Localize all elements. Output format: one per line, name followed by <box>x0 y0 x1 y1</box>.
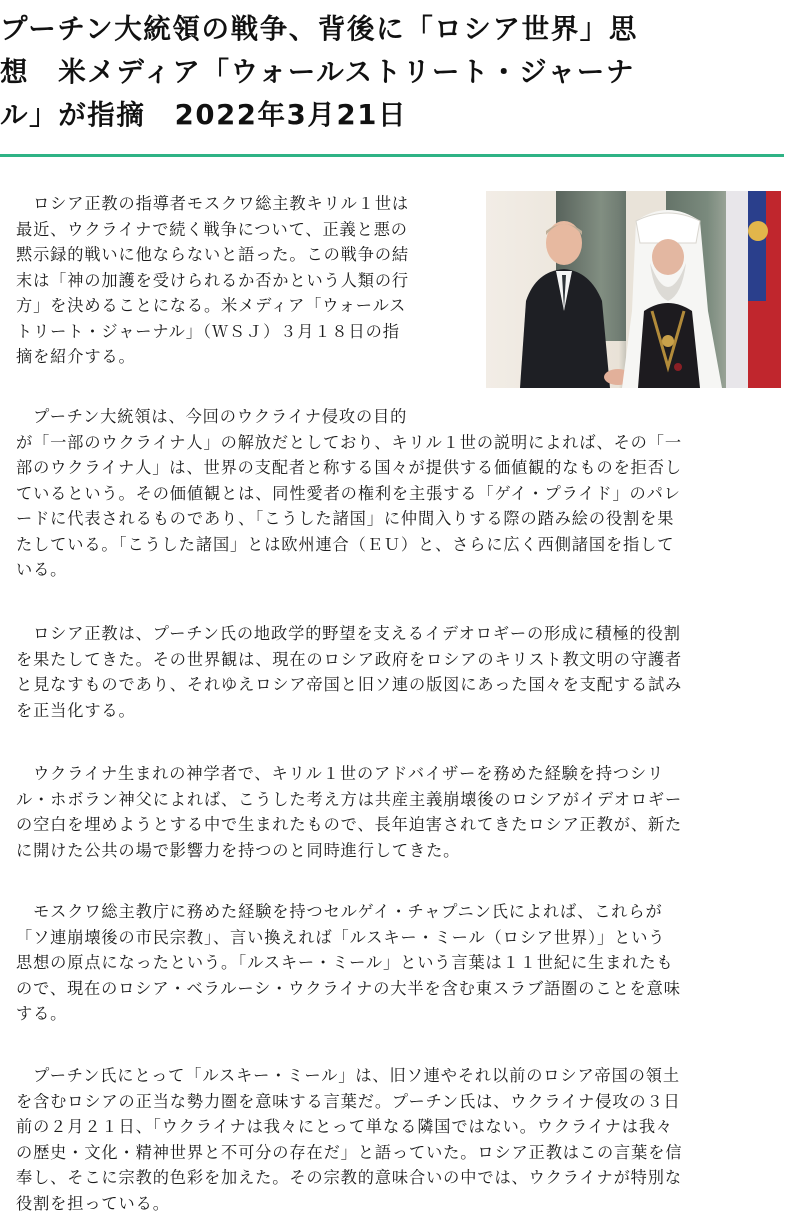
paragraph-1: ロシア正教の指導者モスクワ総主教キリル１世は 最近、ウクライナで続く戦争について、正義と悪の 黙示録的戦いに他ならないと語った。この戦争の結 末は「神の加護を受けられるか否かという人類の行 方」を決めることになる。米メディア「ウォールス トリート・ジャーナル」（ＷＳＪ）３月１８日の指 摘を紹介する。 <box>16 194 410 366</box>
paragraph-5: モスクワ総主教庁に務めた経験を持つセルゲイ・チャプニン氏によれば、これらが 「ソ連崩壊後の市民宗教」、言い換えれば「ルスキー・ミール（ロシア世界）」という 思想の原点になったという。「ルスキー・ミール」という言葉は１１世紀に生まれたも ので、現在のロシア・ベラルーシ・ウクライナの大半を含む東スラブ語圏のことを意味 する。 <box>16 902 681 1023</box>
paragraph-4: ウクライナ生まれの神学者で、キリル１世のアドバイザーを務めた経験を持つシリ ル・ホボラン神父によれば、こうした考え方は共産主義崩壊後のロシアがイデオロギー の空白を埋めようとする中で生まれたもので、長年迫害されてきたロシア正教が、新た に開けた公共の場で影響力を持つのと同時進行してきた。 <box>16 764 683 860</box>
headline-divider <box>0 154 784 157</box>
paragraph-3: ロシア正教は、プーチン氏の地政学的野望を支えるイデオロギーの形成に積極的役割 を果たしてきた。その世界観は、現在のロシア政府をロシアのキリスト教文明の守護者 と見なすものであり、それゆえロシア帝国と旧ソ連の版図にあった国々を支配する試み を正当化する。 <box>16 624 683 720</box>
paragraph-6: プーチン氏にとって「ルスキー・ミール」は、旧ソ連やそれ以前のロシア帝国の領土 を含むロシアの正当な勢力圏を意味する言葉だ。プーチン氏は、ウクライナ侵攻の３日 前の２月２１日、「ウクライナは我々にとって単なる隣国ではない。ウクライナは我々 の歴史・文化・精神世界と不可分の存在だ」と語っていた。ロシア正教はこの言葉を信 奉し、そこに宗教的色彩を加えた。その宗教的意味合いの中では、ウクライナが特別な 役割を担っている。 <box>16 1066 683 1213</box>
article-photo <box>486 191 781 388</box>
paragraph-2: プーチン大統領は、今回のウクライナ侵攻の目的 が「一部のウクライナ人」の解放だとしており、キリル１世の説明によれば、その「一 部のウクライナ人」は、世界の支配者と称する国々が提供する価値観的なものを拒否し ているという。その価値観とは、同性愛者の権利を主張する「ゲイ・プライド」のパレ ードに代表されるものであり、「こうした諸国」に仲間入りする際の踏み絵の役割を果 たしている。「こうした諸国」とは欧州連合（ＥＵ）と、さらに広く西側諸国を指して いる。 <box>16 407 682 579</box>
article-headline: プーチン大統領の戦争、背後に「ロシア世界」思 想 米メディア「ウォールストリート・ジャーナ ル」が指摘 2022年3月21日 <box>0 13 638 131</box>
